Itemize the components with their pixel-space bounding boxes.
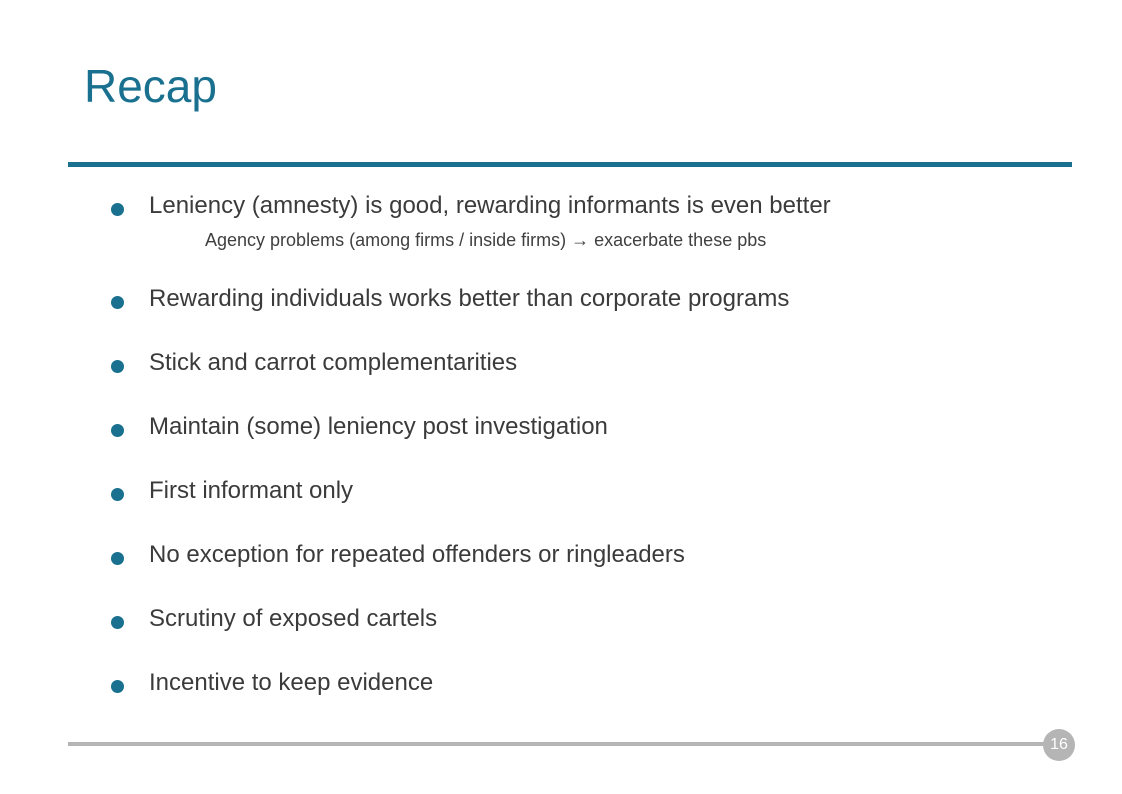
bullet-dot-icon [111,360,124,373]
bullet-item [0,669,1122,720]
bullet-text: Scrutiny of exposed cartels [149,605,438,632]
page-number-badge: 16 [1043,729,1075,761]
bullet-text: Incentive to keep evidence [149,669,434,696]
footer-divider [68,742,1044,746]
bullet-dot-icon [111,203,124,216]
slide-title: Recap [84,60,217,112]
bullet-item [0,605,1122,656]
bullet-text: No exception for repeated offenders or ringleaders [149,541,685,568]
bullet-dot-icon [111,424,124,437]
bullet-dot-icon [111,680,124,693]
bullet-item [0,541,1122,592]
bullet-item [0,349,1122,400]
bullet-text: Rewarding individuals works better than corporate programs [149,285,790,312]
bullet-text: Maintain (some) leniency post investigation [149,413,608,440]
bullet-dot-icon [111,296,124,309]
bullet-item [0,285,1122,336]
bullet-dot-icon [111,552,124,565]
bullet-text: First informant only [149,477,354,504]
bullet-dot-icon [111,616,124,629]
bullet-text: Stick and carrot complementarities [149,349,518,376]
bullet-text: Leniency (amnesty) is good, rewarding informants is even better [149,192,831,219]
title-divider [68,162,1072,167]
bullet-subtext: Agency problems (among firms / inside firms) → exacerbate these pbs [205,230,767,250]
bullet-item [0,477,1122,528]
bullet-dot-icon [111,488,124,501]
bullet-item [0,413,1122,464]
